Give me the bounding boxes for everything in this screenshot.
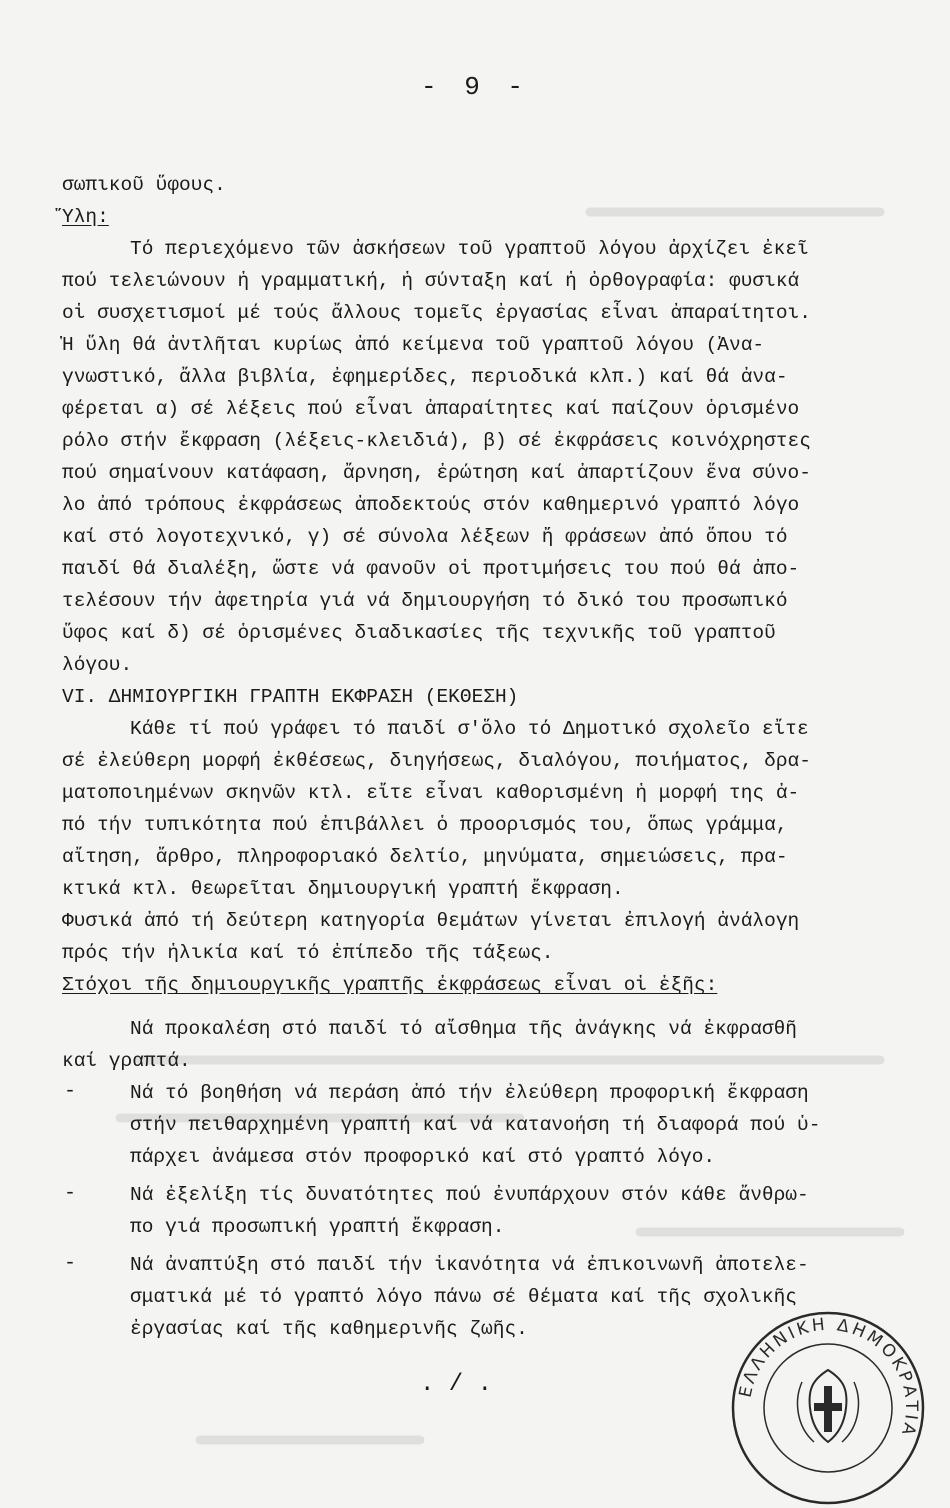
- text-line: Νά προκαλέση στό παιδί τό αἴσθημα τῆς ἀνάγκης νά ἐκφρασθῆ: [130, 1018, 798, 1040]
- text-line: στήν πειθαρχημένη γραπτή καί νά κατανοήση τή διαφορά πού ὑ-: [130, 1114, 821, 1136]
- text-line: ματοποιημένων σκηνῶν κτλ. εἴτε εἶναι καθορισμένη ἡ μορφή της ἀ-: [62, 782, 800, 804]
- text-line: οἱ συσχετισμοί μέ τούς ἄλλους τομεῖς ἐργασίας εἶναι ἀπαραίτητοι.: [62, 302, 811, 324]
- text-line: ἐργασίας καί τῆς καθημερινῆς ζωῆς.: [130, 1318, 528, 1340]
- list-item: Νά ἀναπτύξη στό παιδί τήν ἱκανότητα νά ἐπικοινωνῆ ἀποτελε-: [130, 1254, 809, 1276]
- text-line: καί γραπτά.: [62, 1050, 191, 1072]
- section-heading-yli: Ὕλη:: [62, 206, 109, 228]
- text-line: φέρεται α) σέ λέξεις πού εἶναι ἀπαραίτητες καί παίζουν ὁρισμένο: [62, 398, 800, 420]
- text-line: πο γιά προσωπική γραπτή ἔκφραση.: [130, 1216, 505, 1238]
- text-line: σωπικοῦ ὕφους.: [62, 174, 226, 196]
- bullet-dash: -: [64, 1080, 77, 1103]
- text-line: κτικά κτλ. θεωρεῖται δημιουργική γραπτή ἔκφραση.: [62, 878, 624, 900]
- text-line: Κάθε τί πού γράφει τό παιδί σ'ὅλο τό Δημοτικό σχολεῖο εἴτε: [130, 718, 809, 740]
- text-line: Ἡ ὕλη θά ἀντλῆται κυρίως ἀπό κείμενα τοῦ γραπτοῦ λόγου (Ἀνα-: [62, 334, 765, 356]
- text-line: πού τελειώνουν ἡ γραμματική, ἡ σύνταξη καί ἡ ὀρθογραφία: φυσικά: [62, 270, 800, 292]
- coat-of-arms-icon: [798, 1370, 859, 1442]
- official-stamp: [728, 1308, 928, 1508]
- text-line: λόγου.: [62, 654, 133, 676]
- text-line: αἴτηση, ἄρθρο, πληροφοριακό δελτίο, μηνύματα, σημειώσεις, πρα-: [62, 846, 788, 868]
- text-line: ὕφος καί δ) σέ ὁρισμένες διαδικασίες τῆς τεχνικῆς τοῦ γραπτοῦ: [62, 622, 776, 644]
- section-heading-vi: VI. ΔΗΜΙΟΥΡΓΙΚΗ ΓΡΑΠΤΗ ΕΚΦΡΑΣΗ (ΕΚΘΕΣΗ): [62, 686, 519, 708]
- continuation-mark: . / .: [420, 1371, 493, 1398]
- list-item: Νά τό βοηθήση νά περάση ἀπό τήν ἐλεύθερη προφορική ἔκφραση: [130, 1082, 809, 1104]
- stamp-text: ΕΛΛΗΝΙΚΗ ΔΗΜΟΚΡΑΤΙΑ: [735, 1314, 922, 1441]
- text-line: καί στό λογοτεχνικό, γ) σέ σύνολα λέξεων ἤ φράσεων ἀπό ὅπου τό: [62, 526, 788, 548]
- text-line: Φυσικά ἀπό τή δεύτερη κατηγορία θεμάτων γίνεται ἐπιλογή ἀνάλογη: [62, 910, 800, 932]
- goals-heading: Στόχοι τῆς δημιουργικῆς γραπτῆς ἐκφράσεως εἶναι οἱ ἑξῆς:: [62, 974, 718, 996]
- text-line: γνωστικό, ἄλλα βιβλία, ἐφημερίδες, περιοδικά κλπ.) καί θά ἀνα-: [62, 366, 788, 388]
- text-line: σματικά μέ τό γραπτό λόγο πάνω σέ θέματα καί τῆς σχολικῆς: [130, 1286, 798, 1308]
- page-number: - 9 -: [420, 72, 529, 102]
- text-line: παιδί θά διαλέξη, ὥστε νά φανοῦν οἱ προτιμήσεις του πού θά ἀπο-: [62, 558, 800, 580]
- bullet-dash: -: [64, 1182, 77, 1205]
- text-line: λο ἀπό τρόπους ἐκφράσεως ἀποδεκτούς στόν καθημερινό γραπτό λόγο: [62, 494, 800, 516]
- text-line: πό τήν τυπικότητα πού ἐπιβάλλει ὁ προορισμός του, ὅπως γράμμα,: [62, 814, 788, 836]
- text-line: ρόλο στήν ἔκφραση (λέξεις-κλειδιά), β) σέ ἐκφράσεις κοινόχρηστες: [62, 430, 811, 452]
- text-line: σέ ἐλεύθερη μορφή ἐκθέσεως, διηγήσεως, διαλόγου, ποιήματος, δρα-: [62, 750, 811, 772]
- text-line: πάρχει ἀνάμεσα στόν προφορικό καί στό γραπτό λόγο.: [130, 1146, 716, 1168]
- text-line: Τό περιεχόμενο τῶν ἀσκήσεων τοῦ γραπτοῦ λόγου ἀρχίζει ἐκεῖ: [130, 238, 809, 260]
- bullet-dash: -: [64, 1252, 77, 1275]
- text-line: τελέσουν τήν ἀφετηρία γιά νά δημιουργήση τό δικό του προσωπικό: [62, 590, 788, 612]
- list-item: Νά ἐξελίξη τίς δυνατότητες πού ἐνυπάρχουν στόν κάθε ἄνθρω-: [130, 1184, 809, 1206]
- text-line: πρός τήν ἡλικία καί τό ἐπίπεδο τῆς τάξεως.: [62, 942, 554, 964]
- text-line: πού σημαίνουν κατάφαση, ἄρνηση, ἐρώτηση καί ἀπαρτίζουν ἕνα σύνο-: [62, 462, 811, 484]
